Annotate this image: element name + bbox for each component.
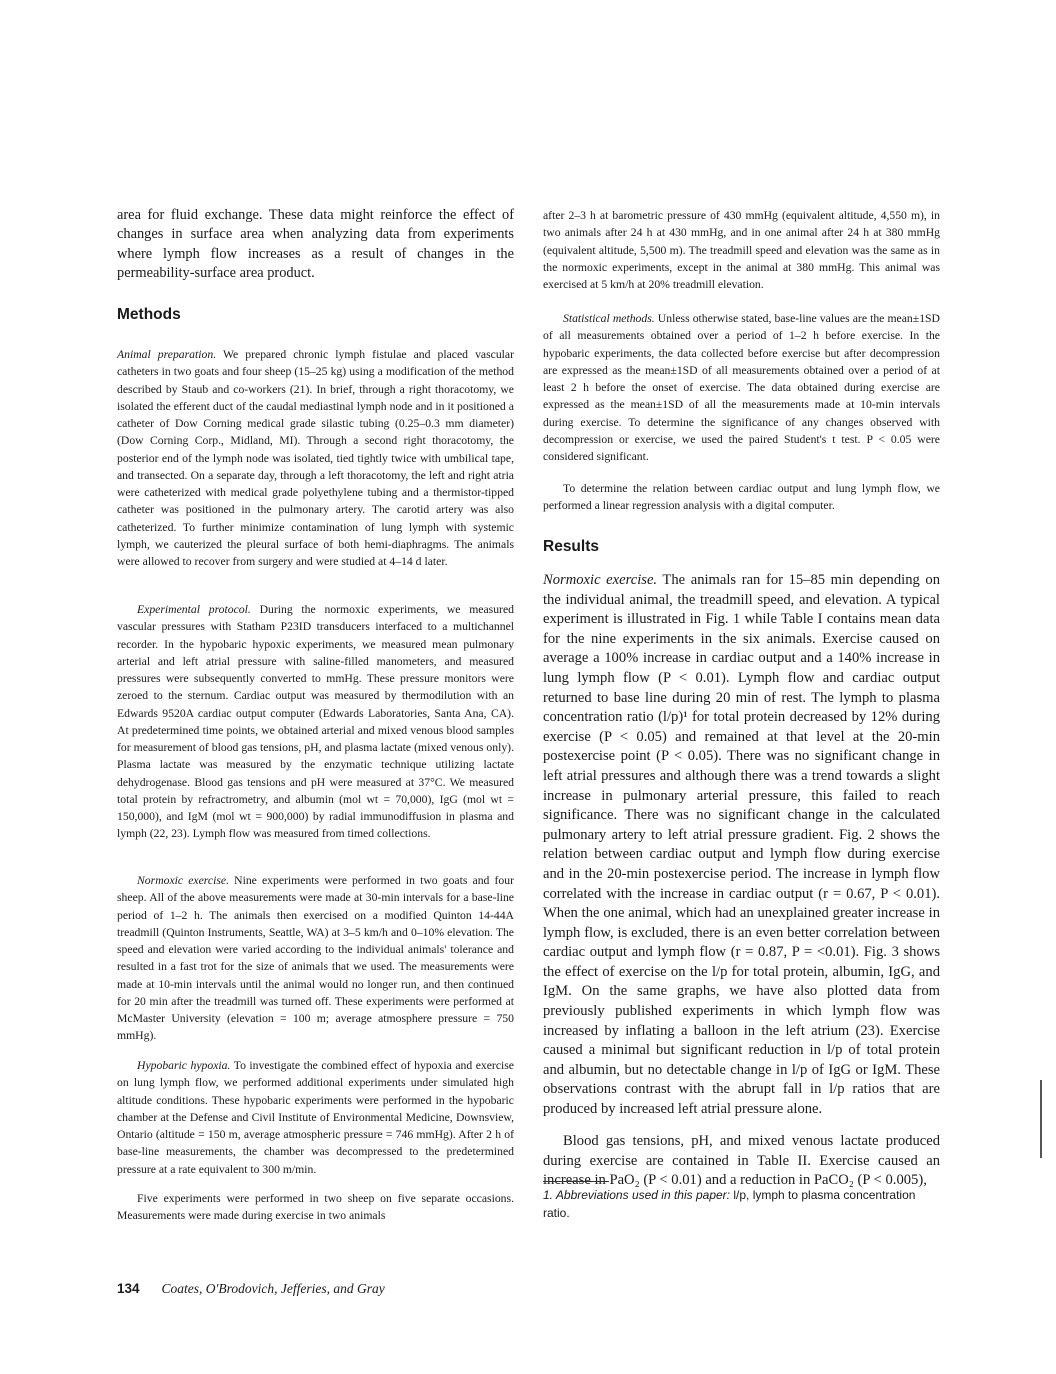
page-footer bbox=[117, 1281, 385, 1297]
footnote-rule bbox=[543, 1181, 609, 1182]
statistical-methods-paragraph bbox=[543, 310, 940, 465]
hypobaric-hypoxia-text: To investigate the combined effect of hypoxia and exercise on lung lymph flow, we performed additional experiments under simulated high altitude conditions. These hypobaric experiments were performed in the hypobaric chamber at the Defense and Civil Institute of Environmental Medicine, Downsview, Ontario (altitude = 150 m, average atmospheric pressure = 746 mmHg). After 2 h of base-line measurements, the chamber was decompressed to the predetermined pressure at a rate equivalent to 300 m/min. bbox=[117, 1059, 514, 1176]
experimental-protocol-head: Experimental protocol. bbox=[137, 603, 251, 616]
animal-preparation-paragraph bbox=[117, 346, 514, 570]
animal-preparation-head: Animal preparation. bbox=[117, 348, 217, 361]
hypobaric-hypoxia-head: Hypobaric hypoxia. bbox=[137, 1059, 231, 1072]
blood-gas-paragraph: Blood gas tensions, pH, and mixed venous lactate produced during exercise are contained in Table II. Exercise caused an increase in PaO₂ (P < 0.01) and a reduction in PaCO₂ (P < 0.005), bbox=[543, 1133, 940, 1189]
hypobaric-continuation-paragraph: after 2–3 h at barometric pressure of 430 mmHg (equivalent altitude, 4,550 m), in two animals after 24 h at 430 mmHg, and in one animal after 24 h at 380 mmHg (equivalent altitude, 5,500 m). The treadmill speed and elevation was the same as in the normoxic experiments, except in the animal at 380 mmHg. This animal was exercised at 5 km/h at 20% treadmill elevation. bbox=[543, 209, 940, 291]
normoxic-exercise-text: Nine experiments were performed in two goats and four sheep. All of the above measurements were made at 30-min intervals for a base-line period of 1–2 h. The animals then exercised on a modified Quinton 14-44A treadmill (Quinton Instruments, Seattle, WA) at 3–5 km/h and 0–10% elevation. The speed and elevation were varied according to the individual animals' tolerance and resulted in a fast trot for the size of animals that we used. The measurements were made at 10-min intervals until the animal would no longer run, and then continued for 20 min after the treadmill was turned off. These experiments were performed at McMaster University (elevation = 100 m; average atmosphere pressure = 750 mmHg). bbox=[117, 874, 514, 1043]
hypobaric-hypoxia-paragraph bbox=[117, 1057, 514, 1178]
results-normoxic-head: Normoxic exercise. bbox=[543, 572, 658, 588]
methods-heading: Methods bbox=[117, 306, 181, 323]
normoxic-exercise-paragraph bbox=[117, 872, 514, 1045]
running-authors: Coates, O'Brodovich, Jefferies, and Gray bbox=[161, 1281, 385, 1296]
footnote-text: l/p, lymph to plasma concentration ratio. bbox=[543, 1188, 916, 1220]
scan-edge-mark bbox=[1040, 1080, 1042, 1158]
page-number: 134 bbox=[117, 1281, 140, 1296]
results-heading: Results bbox=[543, 538, 599, 555]
animal-preparation-text: We prepared chronic lymph fistulae and placed vascular catheters in two goats and four sheep (15–25 kg) using a modification of the method described by Staub and co-workers (21). In brief, through a right thoracotomy, we isolated the efferent duct of the caudal mediastinal lymph node and in it positioned a catheter of Dow Corning medical grade silastic tubing (0.25–0.3 mm diameter) (Dow Corning Corp., Midland, MI). Through a second right thoracotomy, the posterior end of the lymph node was isolated, tied tightly twice with umbilical tape, and transected. On a separate day, through a left thoracotomy, the left and right atria were catheterized with medical grade polyethylene tubing and a thermistor-tipped catheter was positioned in the pulmonary artery. The carotid artery was also catheterized. To further minimize contamination of lung lymph with systemic lymph, we cauterized the pleural surface of both hemi-diaphragms. The animals were allowed to recover from surgery and were studied at 4–14 d later. bbox=[117, 348, 515, 568]
statistical-methods-text: Unless otherwise stated, base-line values are the mean±1SD of all measurements obtained over a period of 1–2 h before exercise. In the hypobaric experiments, the data collected before exercise but after decompression are expressed as the mean±1SD of all measurements obtained over a period of at least 2 h before the onset of exercise. The data obtained during exercise are expressed as the mean±1SD of all the measurements made at 10-min intervals during exercise. To determine the significance of any changes observed with decompression or exercise, we used the paired Student's t test. P < 0.05 were considered significant. bbox=[543, 312, 940, 463]
regression-paragraph: To determine the relation between cardiac output and lung lymph flow, we performed a linear regression analysis with a digital computer. bbox=[543, 482, 940, 513]
footnote bbox=[543, 1186, 940, 1222]
intro-paragraph: area for fluid exchange. These data might reinforce the effect of changes in surface area when analyzing data from experiments where lymph flow increases as a result of changes in the permeability-surface area product. bbox=[117, 207, 514, 281]
results-normoxic-text: The animals ran for 15–85 min depending on the individual animal, the treadmill speed, and elevation. A typical experiment is illustrated in Fig. 1 while Table I contains mean data for the nine experiments in the six animals. Exercise caused on average a 100% increase in cardiac output and a 140% increase in lung lymph flow (P < 0.01). Lymph flow and cardiac output returned to base line during 20 min of rest. The lymph to plasma concentration ratio (l/p)¹ for total protein decreased by 12% during exercise (P < 0.05) and remained at that level at the 20-min postexercise point (P < 0.05). There was no significant change in left atrial pressures and although there was a trend towards a slight increase in pulmonary arterial pressure, this failed to reach significance. There was no significant change in the calculated pulmonary artery to left atrial pressure gradient. Fig. 2 shows the relation between cardiac output and lymph flow during exercise and in the 20-min postexercise period. The increase in lymph flow correlated with the increase in cardiac output (r = 0.67, P < 0.01). When the one animal, which had an unexplained greater increase in lymph flow, is excluded, there is an even better correlation between cardiac output and lymph flow (r = 0.87, P = <0.01). Fig. 3 shows the effect of exercise on the l/p for total protein, albumin, IgG, and IgM. On the same graphs, we have also plotted data from previously published experiments in which lymph flow was increased by inflating a balloon in the left atrium (23). Exercise caused a minimal but significant reduction in l/p of total protein and albumin, but no detectable change in l/p of IgG or IgM. These observations contrast with the abrupt fall in l/p ratios that are produced by increased left atrial pressure alone. bbox=[543, 572, 940, 1118]
normoxic-exercise-head: Normoxic exercise. bbox=[137, 874, 229, 887]
five-experiments-paragraph: Five experiments were performed in two sheep on five separate occasions. Measurements were made during exercise in two animals bbox=[117, 1192, 514, 1223]
experimental-protocol-paragraph bbox=[117, 601, 514, 843]
statistical-methods-head: Statistical methods. bbox=[563, 312, 655, 325]
footnote-label: 1. Abbreviations used in this paper: bbox=[543, 1188, 731, 1202]
results-normoxic-paragraph bbox=[543, 571, 940, 1120]
experimental-protocol-text: During the normoxic experiments, we measured vascular pressures with Statham P23ID transducers interfaced to a multichannel recorder. In the hypobaric hypoxic experiments, we measured mean pulmonary arterial and left atrial pressure with saline-filled manometers, and measured pressures were subsequently converted to mmHg. These pressure monitors were zeroed to the sternum. Cardiac output was measured by thermodilution with an Edwards 9520A cardiac output computer (Edwards Laboratories, Santa Ana, CA). At predetermined time points, we obtained arterial and mixed venous blood samples for measurement of blood gas tensions, pH, and plasma lactate (mixed venous only). Plasma lactate was measured by the enzymatic technique utilizing lactate dehydrogenase. Blood gas tensions and pH were measured at 37°C. We measured total protein by refractrometry, and albumin (mol wt = 70,000), IgG (mol wt = 150,000), and IgM (mol wt = 900,000) by radial immunodiffusion in plasma and lymph (22, 23). Lymph flow was measured from timed collections. bbox=[117, 603, 514, 841]
